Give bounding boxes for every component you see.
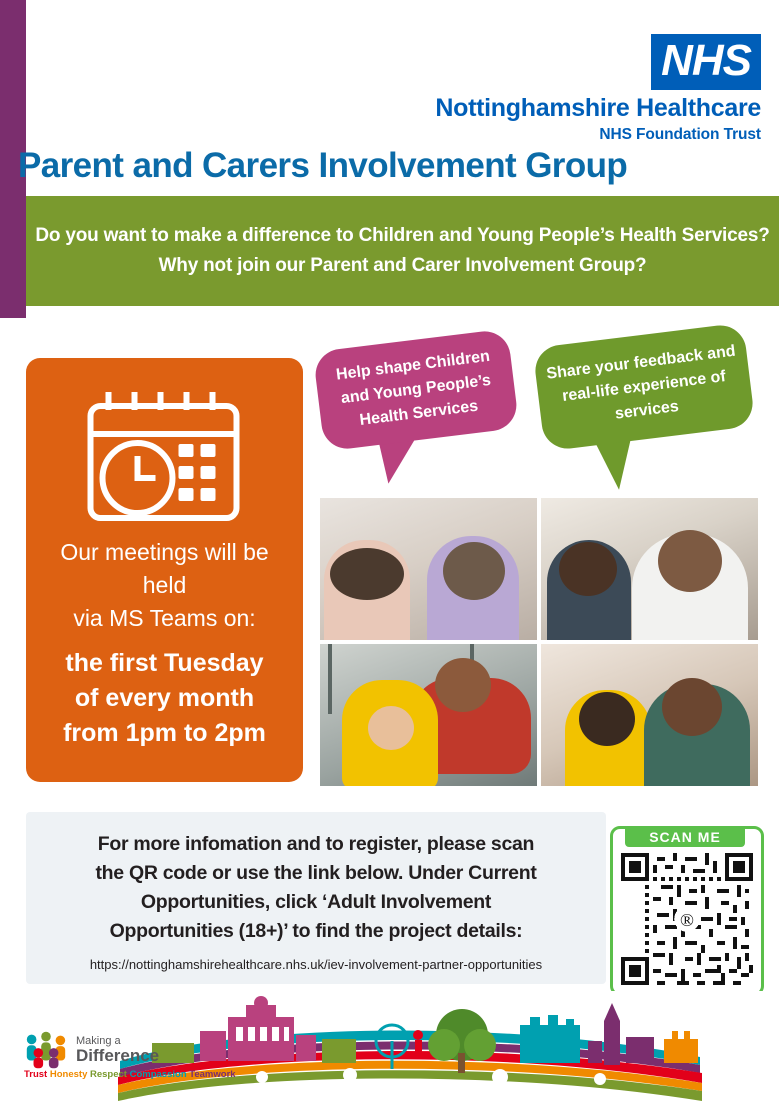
registration-instructions-line-3: Opportunities, click ‘Adult Involvement <box>140 891 492 913</box>
value-trust: Trust <box>24 1069 48 1080</box>
trust-subtitle: NHS Foundation Trust <box>599 126 761 143</box>
bubble-share-feedback <box>532 322 755 451</box>
photo-man-talking-to-woman <box>541 498 758 640</box>
photo-grid <box>320 498 758 786</box>
photo-two-people-talking-sofa <box>320 498 537 640</box>
mad-line-1: Making a <box>76 1035 121 1047</box>
value-teamwork: Teamwork <box>189 1069 236 1080</box>
registration-instructions <box>42 830 590 946</box>
meetings-text-line-1: Our meetings will be <box>60 539 269 565</box>
mad-line-2: Difference <box>76 1046 160 1065</box>
registration-info-panel <box>26 812 606 984</box>
left-purple-stripe-base <box>0 310 26 318</box>
value-honesty: Honesty <box>49 1069 88 1080</box>
registration-link[interactable]: https://nottinghamshirehealthcare.nhs.uk/iev-involvement-partner-opportunities <box>89 957 543 972</box>
trust-values <box>24 1069 236 1080</box>
people-icon <box>22 1031 70 1069</box>
value-respect: Respect <box>90 1069 127 1080</box>
banner-line-1: Do you want to make a difference to Children and Young People’s Health Services? <box>35 225 770 246</box>
scan-me-label: SCAN ME <box>625 827 745 847</box>
qr-center-glyph: ® <box>680 909 694 930</box>
registration-instructions-line-1: For more infomation and to register, please scan <box>97 833 535 855</box>
intro-banner <box>26 196 779 306</box>
meetings-text-line-2: held <box>142 572 187 598</box>
registration-instructions-line-4: Opportunities (18+)’ to find the project details: <box>109 920 523 942</box>
value-compassion: Compassion <box>129 1069 187 1080</box>
page-title: Parent and Carers Involvement Group <box>18 146 628 185</box>
meetings-text-line-3: via MS Teams on: <box>73 605 256 631</box>
photo-mother-and-toddler <box>541 644 758 786</box>
meetings-schedule-line-2: of every month <box>74 684 255 712</box>
nhs-logo-block <box>435 34 761 144</box>
qr-code-image[interactable] <box>621 853 753 985</box>
photo-father-child-swing <box>320 644 537 786</box>
meetings-text <box>40 536 289 635</box>
bubble-shape-services-text: Help shape Children and Young People’s Health Services <box>335 347 492 430</box>
registration-instructions-line-2: the QR code or use the link below. Under Current <box>95 862 537 884</box>
meetings-card <box>26 358 303 782</box>
meetings-schedule-line-1: the first Tuesday <box>65 649 264 677</box>
meetings-schedule-line-3: from 1pm to 2pm <box>63 719 266 747</box>
nhs-logo: NHS <box>651 34 761 90</box>
banner-line-2: Why not join our Parent and Carer Involvement Group? <box>158 255 647 276</box>
making-a-difference-logo <box>22 1029 236 1091</box>
bubble-share-feedback-text: Share your feedback and real-life experience of services <box>545 342 737 423</box>
qr-code-panel[interactable] <box>610 826 764 996</box>
trust-name: Nottinghamshire Healthcare <box>435 94 761 122</box>
bubble-shape-services <box>313 328 520 451</box>
meetings-schedule <box>40 646 289 751</box>
calendar-clock-icon <box>82 388 247 523</box>
